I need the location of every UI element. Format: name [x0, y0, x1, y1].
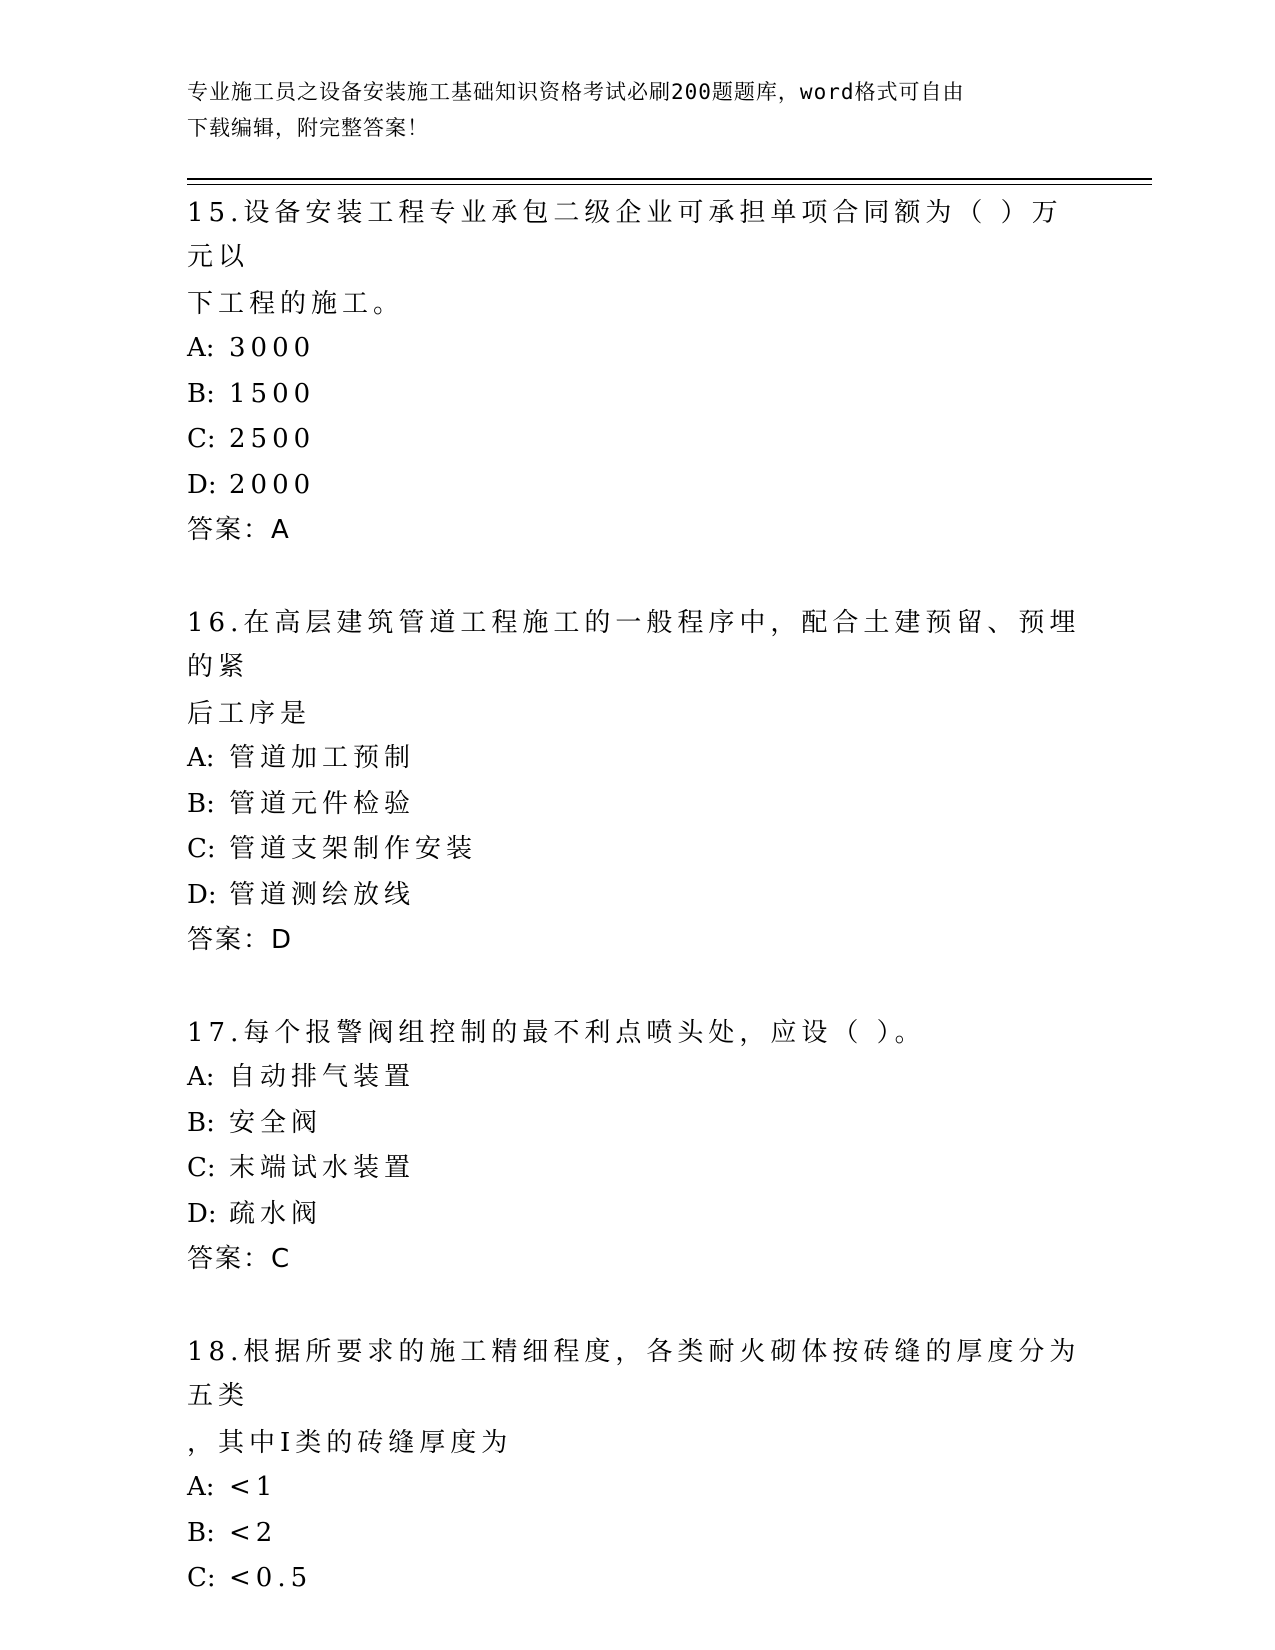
- option-label: C:: [187, 1563, 216, 1593]
- answer-option: [187, 1192, 1087, 1238]
- header-line: 下载编辑，附完整答案！: [187, 116, 429, 140]
- question-stem: ，其中Ⅰ类的砖缝厚度为: [187, 1428, 513, 1458]
- answer-option: [187, 1556, 1087, 1602]
- option-label: D:: [187, 879, 217, 910]
- question-block: [187, 188, 1087, 552]
- option-label: C:: [187, 834, 216, 864]
- option-label: A:: [187, 1472, 215, 1502]
- question-stem: 18.根据所要求的施工精细程度，各类耐火砌体按砖缝的厚度分为五类: [187, 1337, 1081, 1411]
- option-text: <1: [229, 1472, 278, 1502]
- question-stem: 下工程的施工。: [187, 289, 405, 319]
- header-divider-thin: [187, 184, 1152, 185]
- option-label: B:: [187, 378, 215, 409]
- option-label: C:: [187, 424, 216, 454]
- answer-option: [187, 463, 1087, 509]
- option-label: B:: [187, 1107, 215, 1138]
- option-label: A:: [187, 333, 215, 363]
- question-list: [187, 188, 1087, 1602]
- answer-key: 答案：D: [187, 925, 294, 955]
- option-label: A:: [187, 743, 215, 773]
- option-text: 管道元件检验: [229, 788, 416, 819]
- answer-option: [187, 1511, 1087, 1557]
- answer-option: [187, 736, 1087, 782]
- answer-option: [187, 1055, 1087, 1101]
- question-block: [187, 1008, 1087, 1281]
- option-text: 疏水阀: [229, 1198, 323, 1229]
- answer-key: 答案：C: [187, 1244, 292, 1274]
- option-text: 管道支架制作安装: [229, 834, 478, 864]
- option-text: <2: [229, 1517, 278, 1548]
- question-spacer: [187, 552, 1087, 598]
- answer-option: [187, 417, 1087, 463]
- option-label: B:: [187, 788, 215, 819]
- option-text: 1500: [229, 378, 316, 409]
- answer-option: [187, 1465, 1087, 1511]
- answer-option: [187, 326, 1087, 372]
- option-label: D:: [187, 469, 217, 500]
- option-text: 管道测绘放线: [229, 879, 416, 910]
- question-spacer: [187, 1281, 1087, 1327]
- option-label: C:: [187, 1153, 216, 1183]
- answer-option: [187, 1101, 1087, 1147]
- answer-option: [187, 873, 1087, 919]
- answer-option: [187, 1146, 1087, 1192]
- question-stem: 后工序是: [187, 699, 312, 729]
- option-text: 末端试水装置: [229, 1153, 416, 1183]
- option-text: 安全阀: [229, 1107, 323, 1138]
- option-text: <0.5: [229, 1563, 313, 1593]
- answer-key: 答案：A: [187, 515, 291, 545]
- question-stem: 16.在高层建筑管道工程施工的一般程序中，配合土建预留、预埋的紧: [187, 608, 1081, 682]
- header-divider-thick: [187, 178, 1152, 180]
- option-label: D:: [187, 1198, 217, 1229]
- question-block: [187, 1327, 1087, 1602]
- option-text: 3000: [229, 333, 316, 363]
- question-stem: 15.设备安装工程专业承包二级企业可承担单项合同额为（ ）万元以: [187, 198, 1063, 272]
- answer-option: [187, 372, 1087, 418]
- question-spacer: [187, 962, 1087, 1008]
- answer-option: [187, 782, 1087, 828]
- option-text: 管道加工预制: [229, 743, 416, 773]
- question-block: [187, 598, 1087, 962]
- option-text: 2500: [229, 424, 316, 454]
- document-header: [187, 74, 1067, 146]
- option-label: A:: [187, 1062, 215, 1092]
- header-line: 专业施工员之设备安装施工基础知识资格考试必刷200题题库，word格式可自由: [187, 80, 965, 104]
- answer-option: [187, 827, 1087, 873]
- option-text: 自动排气装置: [229, 1062, 416, 1092]
- question-stem: 17.每个报警阀组控制的最不利点喷头处，应设（ ）。: [187, 1018, 926, 1048]
- option-text: 2000: [229, 469, 316, 500]
- option-label: B:: [187, 1517, 215, 1548]
